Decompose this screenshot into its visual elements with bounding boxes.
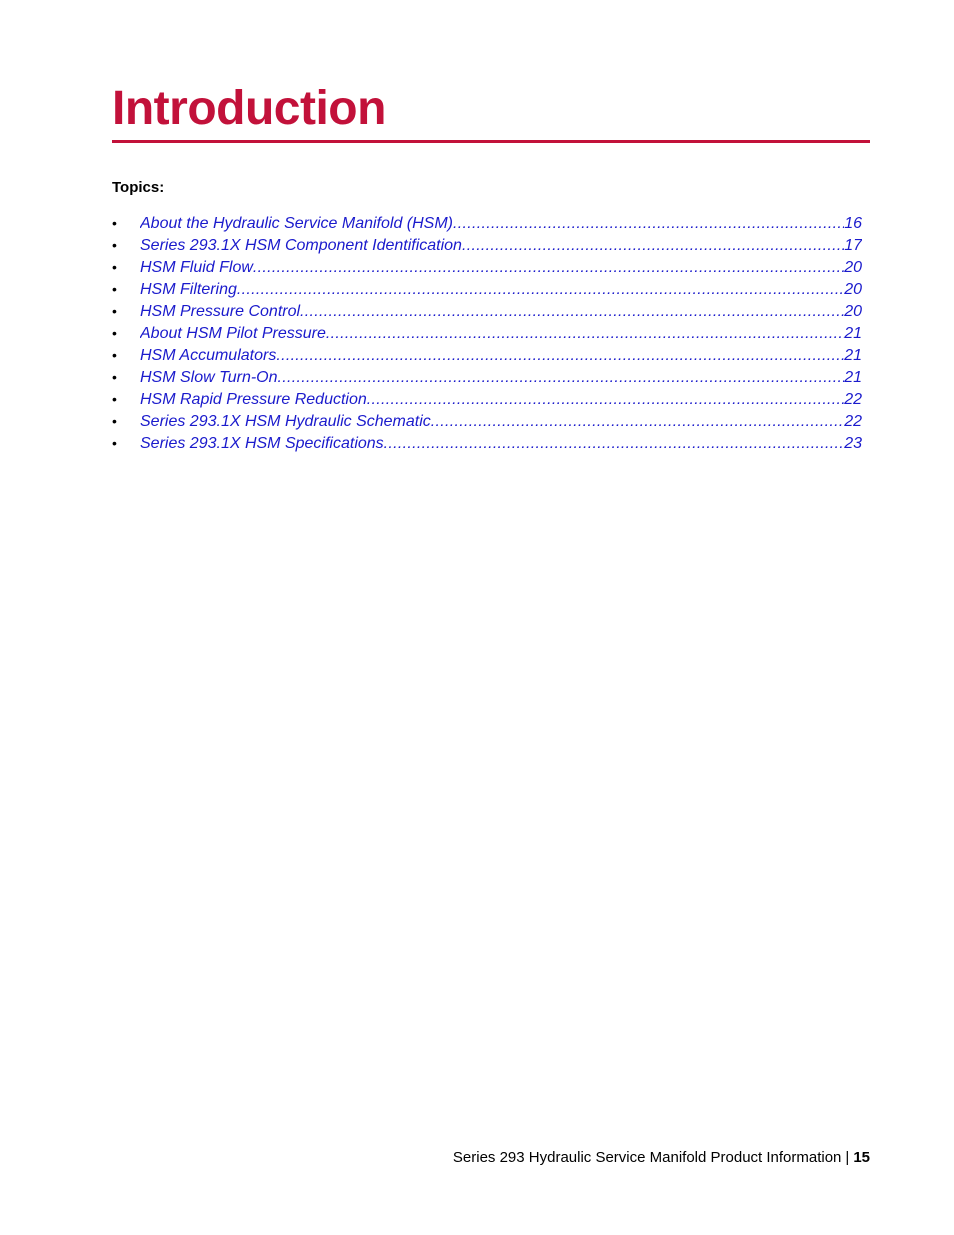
bullet-icon: • <box>112 413 117 429</box>
topic-item <box>112 410 862 432</box>
dot-leader <box>300 301 844 323</box>
dot-leader <box>367 389 844 411</box>
topic-page-number: 23 <box>844 435 862 452</box>
topic-link-text: About HSM Pilot Pressure <box>140 325 326 342</box>
topic-item <box>112 300 862 322</box>
topic-page-number: 20 <box>844 303 862 320</box>
topic-link-text: Series 293.1X HSM Hydraulic Schematic <box>140 413 431 430</box>
topic-page-number: 20 <box>844 281 862 298</box>
topic-item <box>112 322 862 344</box>
topic-item <box>112 278 862 300</box>
topics-label: Topics: <box>112 179 165 196</box>
topic-link-text: HSM Pressure Control <box>140 303 301 320</box>
topic-link-text: Series 293.1X HSM Component Identification <box>140 237 462 254</box>
topic-link-text: About the Hydraulic Service Manifold (HSM) <box>140 215 454 232</box>
topic-page-number: 16 <box>844 215 862 232</box>
topic-page-number: 21 <box>844 369 862 386</box>
topic-link-fluid-flow[interactable] <box>140 257 862 279</box>
dot-leader <box>384 433 845 455</box>
topic-link-text: HSM Slow Turn-On <box>140 369 278 386</box>
topics-list <box>112 212 862 454</box>
topic-page-number: 21 <box>844 325 862 342</box>
footer-document-title: Series 293 Hydraulic Service Manifold Product Information <box>452 1149 842 1166</box>
topic-page-number: 20 <box>844 259 862 276</box>
page-footer <box>453 1148 870 1168</box>
topic-page-number: 17 <box>844 237 862 254</box>
topic-link-pressure-control[interactable] <box>140 301 862 323</box>
topic-item <box>112 366 862 388</box>
bullet-icon: • <box>112 237 117 253</box>
topic-item <box>112 388 862 410</box>
bullet-icon: • <box>112 303 117 319</box>
topic-link-about-hsm[interactable] <box>140 213 862 235</box>
title-rule <box>112 140 870 143</box>
topic-link-filtering[interactable] <box>140 279 862 301</box>
topic-link-pilot-pressure[interactable] <box>140 323 862 345</box>
topic-link-text: HSM Accumulators <box>140 347 277 364</box>
dot-leader <box>253 257 844 279</box>
bullet-icon: • <box>112 215 117 231</box>
topic-link-component-identification[interactable] <box>140 235 862 257</box>
dot-leader <box>276 345 844 367</box>
bullet-icon: • <box>112 347 117 363</box>
topic-item <box>112 344 862 366</box>
topic-page-number: 22 <box>844 413 862 430</box>
footer-separator: | <box>845 1149 850 1166</box>
topic-page-number: 21 <box>844 347 862 364</box>
bullet-icon: • <box>112 259 117 275</box>
topic-link-hydraulic-schematic[interactable] <box>140 411 862 433</box>
bullet-icon: • <box>112 369 117 385</box>
topic-link-rapid-pressure-reduction[interactable] <box>140 389 862 411</box>
bullet-icon: • <box>112 325 117 341</box>
dot-leader <box>453 213 844 235</box>
topic-link-accumulators[interactable] <box>140 345 862 367</box>
bullet-icon: • <box>112 391 117 407</box>
chapter-title: Introduction <box>112 82 386 135</box>
dot-leader <box>462 235 844 257</box>
bullet-icon: • <box>112 435 117 451</box>
topic-link-specifications[interactable] <box>140 433 862 455</box>
dot-leader <box>431 411 844 433</box>
topic-link-slow-turn-on[interactable] <box>140 367 862 389</box>
topic-item <box>112 256 862 278</box>
topic-link-text: HSM Filtering <box>140 281 237 298</box>
footer-page-number: 15 <box>853 1149 870 1166</box>
topic-item <box>112 234 862 256</box>
topic-item <box>112 212 862 234</box>
dot-leader <box>237 279 844 301</box>
bullet-icon: • <box>112 281 117 297</box>
dot-leader <box>278 367 845 389</box>
topic-link-text: HSM Rapid Pressure Reduction <box>140 391 367 408</box>
topic-page-number: 22 <box>844 391 862 408</box>
topic-link-text: HSM Fluid Flow <box>140 259 253 276</box>
dot-leader <box>326 323 844 345</box>
topic-item <box>112 432 862 454</box>
topic-link-text: Series 293.1X HSM Specifications <box>140 435 384 452</box>
